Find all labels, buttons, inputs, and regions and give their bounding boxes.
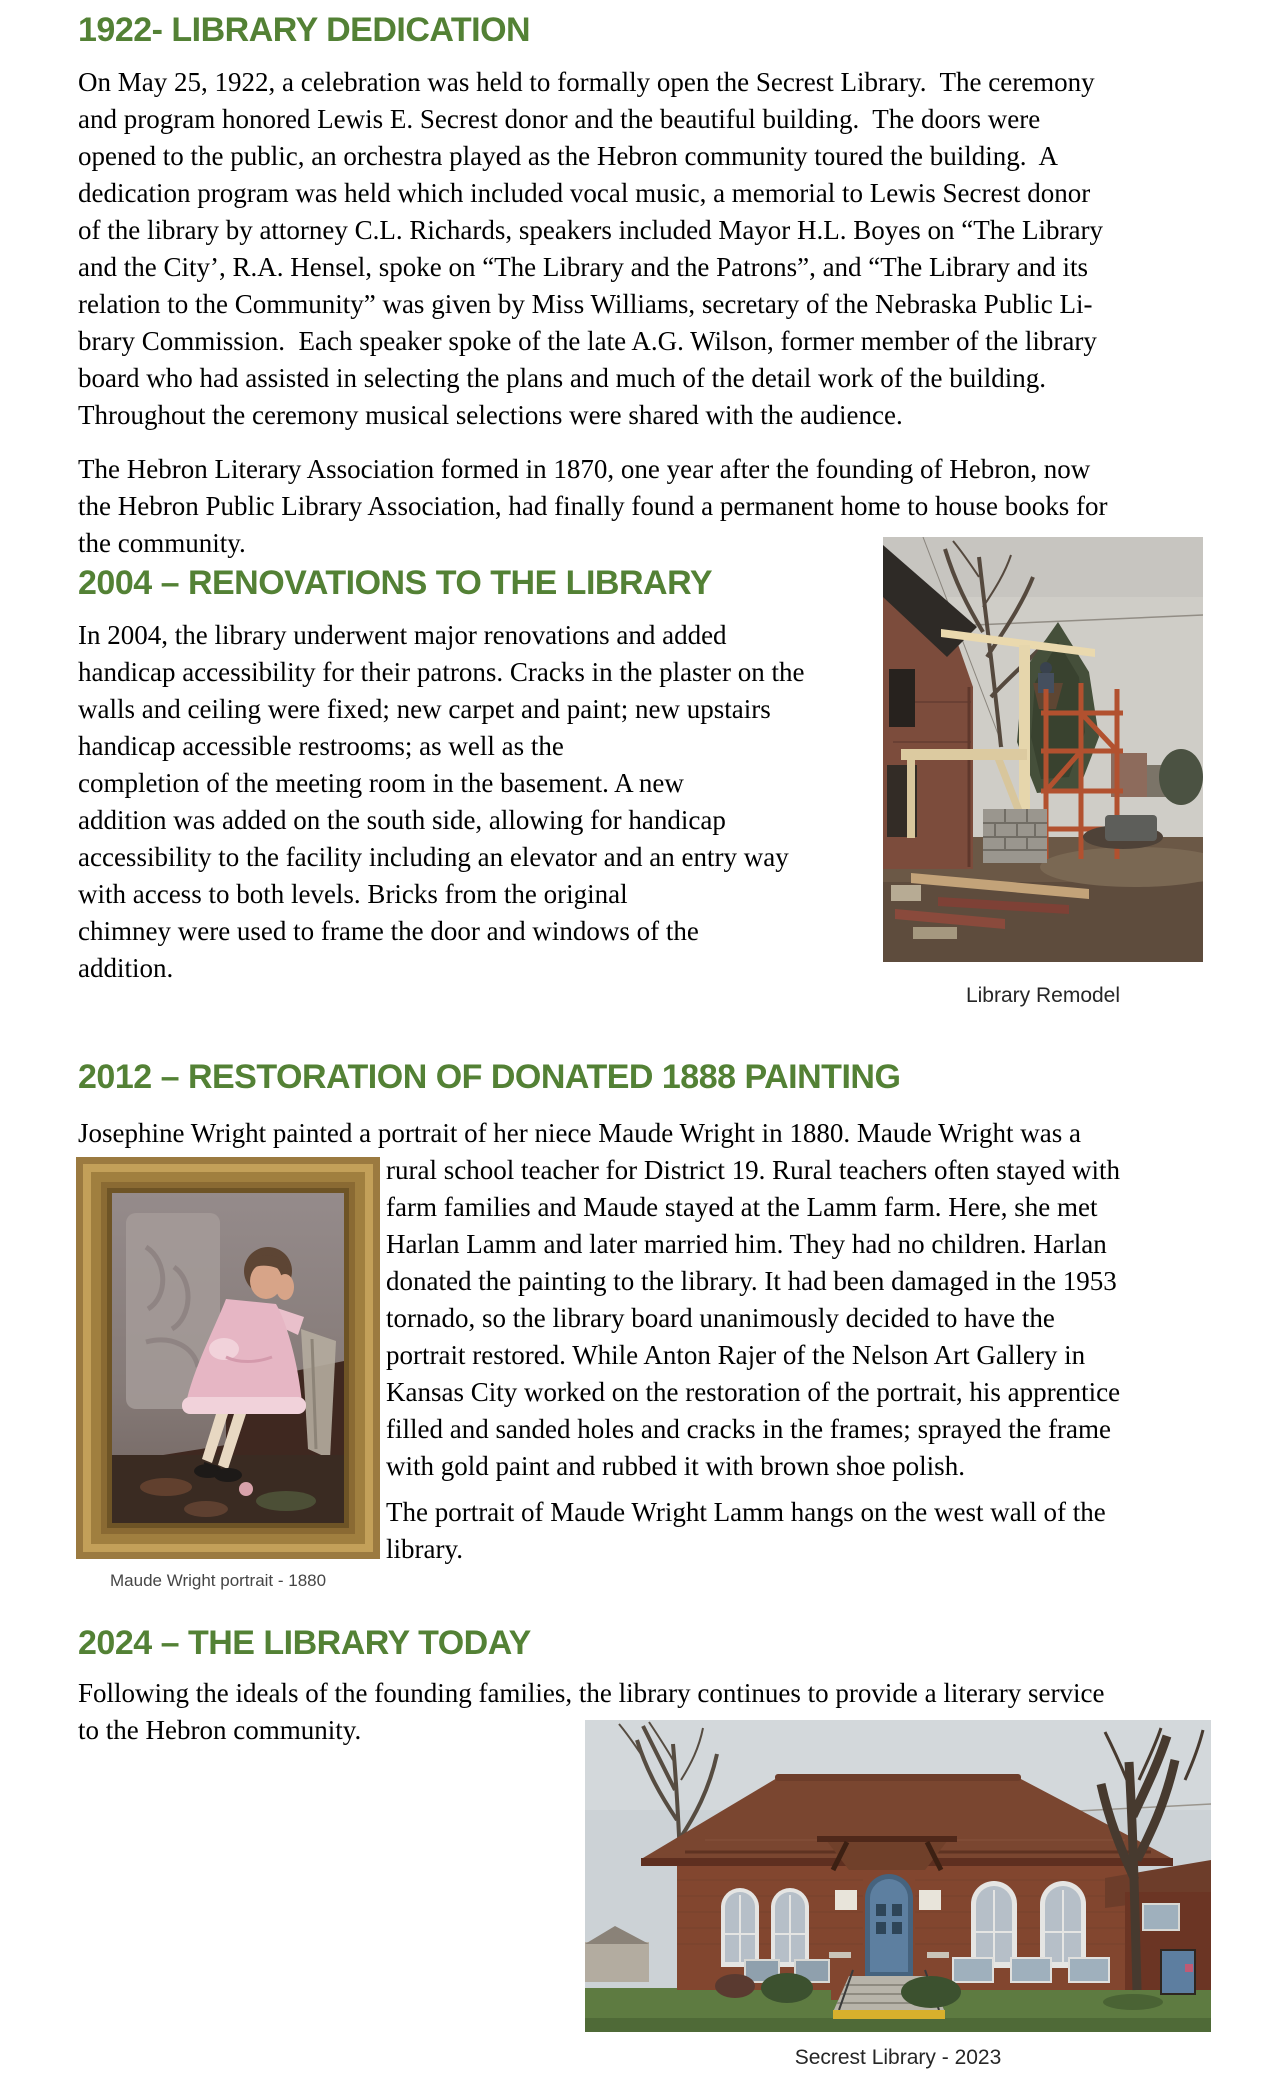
paragraph-renovations bbox=[78, 617, 805, 987]
text-line: dedication program was held which included vocal music, a memorial to Lewis Secrest donor bbox=[78, 178, 1091, 208]
text-line: with access to both levels. Bricks from the original bbox=[78, 879, 628, 909]
text-line: Following the ideals of the founding families, the library continues to provide a literary service bbox=[78, 1678, 1105, 1708]
secrest-library-photo bbox=[585, 1720, 1211, 2032]
text-line: the community. bbox=[78, 528, 246, 558]
text-line: Harlan Lamm and later married him. They had no children. Harlan bbox=[386, 1229, 1107, 1259]
text-line: rural school teacher for District 19. Rural teachers often stayed with bbox=[386, 1155, 1120, 1185]
text-line: of the library by attorney C.L. Richards, speakers included Mayor H.L. Boyes on “The Library bbox=[78, 215, 1103, 245]
text-line: addition. bbox=[78, 953, 174, 983]
text-line: The portrait of Maude Wright Lamm hangs on the west wall of the bbox=[386, 1497, 1106, 1527]
maude-wright-portrait-photo bbox=[76, 1157, 380, 1559]
text-line: and the City’, R.A. Hensel, spoke on “The Library and the Patrons”, and “The Library and its bbox=[78, 252, 1088, 282]
text-line: donated the painting to the library. It had been damaged in the 1953 bbox=[386, 1266, 1117, 1296]
paragraph-painting-closing bbox=[386, 1494, 1106, 1568]
text-line: accessibility to the facility including an elevator and an entry way bbox=[78, 842, 789, 872]
text-line: library. bbox=[386, 1534, 463, 1564]
secrest-library-caption: Secrest Library - 2023 bbox=[794, 2046, 1002, 2069]
text-line: board who had assisted in selecting the plans and much of the detail work of the building. bbox=[78, 363, 1047, 393]
text-line: relation to the Community” was given by Miss Williams, secretary of the Nebraska Public Li- bbox=[78, 289, 1093, 319]
text-line: handicap accessible restrooms; as well as the bbox=[78, 731, 564, 761]
text-line: Throughout the ceremony musical selections were shared with the audience. bbox=[78, 400, 903, 430]
paragraph-dedication-ceremony bbox=[78, 64, 1103, 434]
text-line: farm families and Maude stayed at the Lamm farm. Here, she met bbox=[386, 1192, 1098, 1222]
text-line: chimney were used to frame the door and windows of the bbox=[78, 916, 699, 946]
text-line: brary Commission. Each speaker spoke of the late A.G. Wilson, former member of the library bbox=[78, 326, 1097, 356]
text-line: to the Hebron community. bbox=[78, 1715, 362, 1745]
text-line: and program honored Lewis E. Secrest donor and the beautiful building. The doors were bbox=[78, 104, 1041, 134]
library-remodel-photo bbox=[883, 537, 1203, 962]
library-remodel-caption: Library Remodel bbox=[965, 984, 1121, 1007]
maude-wright-portrait-caption: Maude Wright portrait - 1880 bbox=[110, 1571, 327, 1590]
section-heading-1922-dedication: 1922- LIBRARY DEDICATION bbox=[78, 11, 531, 49]
paragraph-painting-wrapped bbox=[386, 1152, 1120, 1485]
section-heading-2012-painting: 2012 – RESTORATION OF DONATED 1888 PAINTING bbox=[78, 1058, 901, 1096]
text-line: tornado, so the library board unanimously decided to have the bbox=[386, 1303, 1055, 1333]
text-line: opened to the public, an orchestra played as the Hebron community toured the building. A bbox=[78, 141, 1059, 171]
text-line: completion of the meeting room in the basement. A new bbox=[78, 768, 684, 798]
section-heading-2004-renovations: 2004 – RENOVATIONS TO THE LIBRARY bbox=[78, 564, 713, 602]
text-line: the Hebron Public Library Association, had finally found a permanent home to house books for bbox=[78, 491, 1108, 521]
maude-wright-portrait-illustration bbox=[76, 1157, 380, 1559]
text-line: filled and sanded holes and cracks in the frames; sprayed the frame bbox=[386, 1414, 1111, 1444]
paragraph-painting-intro: Josephine Wright painted a portrait of her niece Maude Wright in 1880. Maude Wright was a bbox=[78, 1118, 1081, 1148]
section-heading-2024-today: 2024 – THE LIBRARY TODAY bbox=[78, 1624, 531, 1662]
text-line: In 2004, the library underwent major renovations and added bbox=[78, 620, 727, 650]
library-remodel-figure bbox=[883, 537, 1203, 1008]
maude-wright-portrait-figure bbox=[76, 1157, 380, 1591]
text-line: walls and ceiling were fixed; new carpet and paint; new upstairs bbox=[78, 694, 771, 724]
text-line: The Hebron Literary Association formed in 1870, one year after the founding of Hebron, now bbox=[78, 454, 1091, 484]
secrest-library-photo-illustration bbox=[585, 1720, 1211, 2032]
text-line: Kansas City worked on the restoration of the portrait, his apprentice bbox=[386, 1377, 1121, 1407]
text-line: portrait restored. While Anton Rajer of the Nelson Art Gallery in bbox=[386, 1340, 1086, 1370]
text-line: addition was added on the south side, allowing for handicap bbox=[78, 805, 726, 835]
text-line: with gold paint and rubbed it with brown shoe polish. bbox=[386, 1451, 965, 1481]
text-line: handicap accessibility for their patrons. Cracks in the plaster on the bbox=[78, 657, 805, 687]
secrest-library-figure bbox=[585, 1720, 1211, 2070]
text-line: On May 25, 1922, a celebration was held to formally open the Secrest Library. The ceremony bbox=[78, 67, 1095, 97]
library-remodel-photo-illustration bbox=[883, 537, 1203, 962]
